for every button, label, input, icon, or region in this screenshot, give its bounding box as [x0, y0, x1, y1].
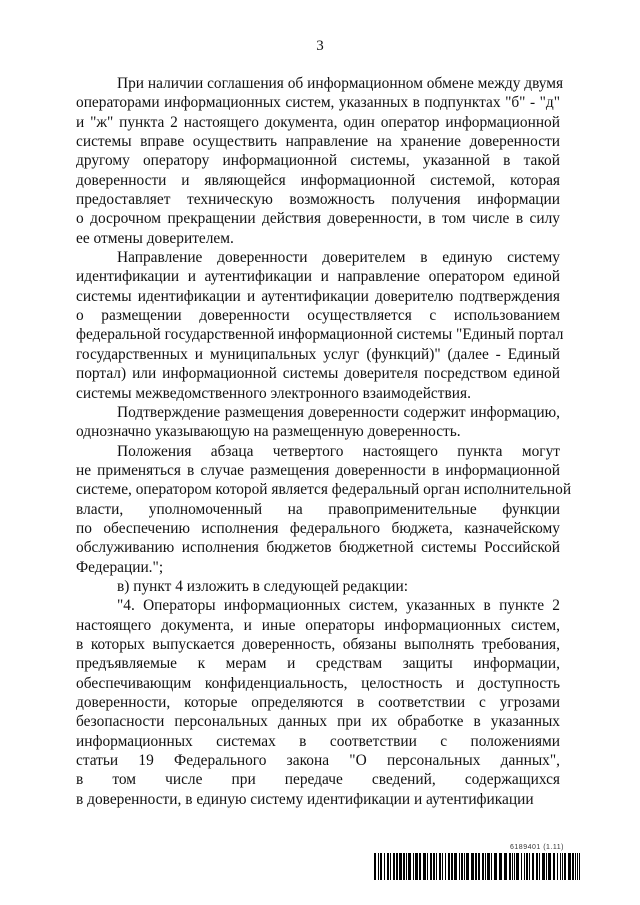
paragraph-information-exchange	[76, 74, 564, 248]
text-line: системы вправе осуществить направление на хранение доверенности	[76, 133, 560, 151]
text-line: безопасности персональных данных при их обработке в указанных	[76, 713, 560, 731]
text-line: предоставляет техническую возможность получения информации	[76, 191, 560, 209]
text-line: системе, оператором которой является федеральный орган исполнительной	[76, 481, 572, 499]
text-line: в которых выпускается доверенность, обязаны выполнять требования,	[76, 635, 560, 653]
text-line: обеспечивающим конфиденциальность, целостность и доступность	[76, 674, 560, 692]
text-line: о досрочном прекращении действия доверенности, в том числе в силу	[76, 210, 560, 228]
text-line: федеральной государственной информационной системы "Единый портал	[76, 326, 564, 344]
document-body	[76, 74, 572, 809]
text-line: "4. Операторы информационных систем, указанных в пункте 2	[117, 597, 560, 615]
paragraph-confirmation	[76, 403, 560, 442]
text-line: и "ж" пункта 2 настоящего документа, один оператор информационной	[76, 113, 560, 131]
text-line: не применяться в случае размещения доверенности в информационной	[76, 461, 560, 479]
text-line: портал) или информационной системы доверителя посредством единой	[76, 365, 560, 383]
paragraph-exceptions	[76, 442, 572, 577]
text-line: обслуживанию исполнения бюджетов бюджетной системы Российской	[76, 539, 560, 557]
document-code: 6189401 (1.11)	[510, 844, 564, 851]
page-number: 3	[316, 38, 324, 54]
text-line: информационных системах в соответствии с положениями	[76, 732, 560, 750]
text-line: Положения абзаца четвертого настоящего пункта могут	[117, 442, 560, 460]
text-line: статьи 19 Федерального закона "О персональных данных",	[76, 752, 560, 770]
text-line: государственных и муниципальных услуг (функций)" (далее - Единый	[76, 345, 560, 363]
text-line: однозначно указывающую на размещенную доверенность.	[76, 423, 461, 441]
barcode-icon	[374, 853, 580, 880]
paragraph-item-v	[76, 577, 560, 596]
text-line: власти, уполномоченный на правоприменительные функции	[76, 500, 560, 518]
text-line: ее отмены доверителем.	[76, 229, 234, 247]
paragraph-point-4	[76, 596, 560, 809]
paragraph-unified-system-submission	[76, 248, 564, 403]
text-line: предъявляемые к мерам и средствам защиты информации,	[76, 655, 560, 673]
text-line: в том числе при передаче сведений, содержащихся	[76, 771, 560, 789]
text-line: операторами информационных систем, указанных в подпунктах "б" - "д"	[76, 94, 560, 112]
text-line: идентификации и аутентификации и направление оператором единой	[76, 268, 560, 286]
text-line: системы идентификации и аутентификации доверителю подтверждения	[76, 287, 560, 305]
text-line: по обеспечению исполнения федерального бюджета, казначейскому	[76, 519, 560, 537]
text-line: в доверенности, в единую систему идентификации и аутентификации	[76, 790, 534, 808]
text-line: Подтверждение размещения доверенности содержит информацию,	[117, 403, 560, 421]
text-line: другому оператору информационной системы, указанной в такой	[76, 152, 560, 170]
text-line: в) пункт 4 изложить в следующей редакции:	[117, 577, 409, 595]
text-line: системы межведомственного электронного взаимодействия.	[76, 384, 471, 402]
text-line: настоящего документа, и иные операторы информационных систем,	[76, 616, 560, 634]
text-line: доверенности и являющейся информационной системой, которая	[76, 171, 560, 189]
text-line: Направление доверенности доверителем в единую систему	[117, 249, 560, 267]
text-line: доверенности, которые определяются в соответствии с угрозами	[76, 694, 560, 711]
text-line: При наличии соглашения об информационном обмене между двумя	[117, 75, 564, 92]
text-line: Федерации.";	[76, 558, 164, 576]
text-line: о размещении доверенности осуществляется с использованием	[76, 307, 560, 325]
